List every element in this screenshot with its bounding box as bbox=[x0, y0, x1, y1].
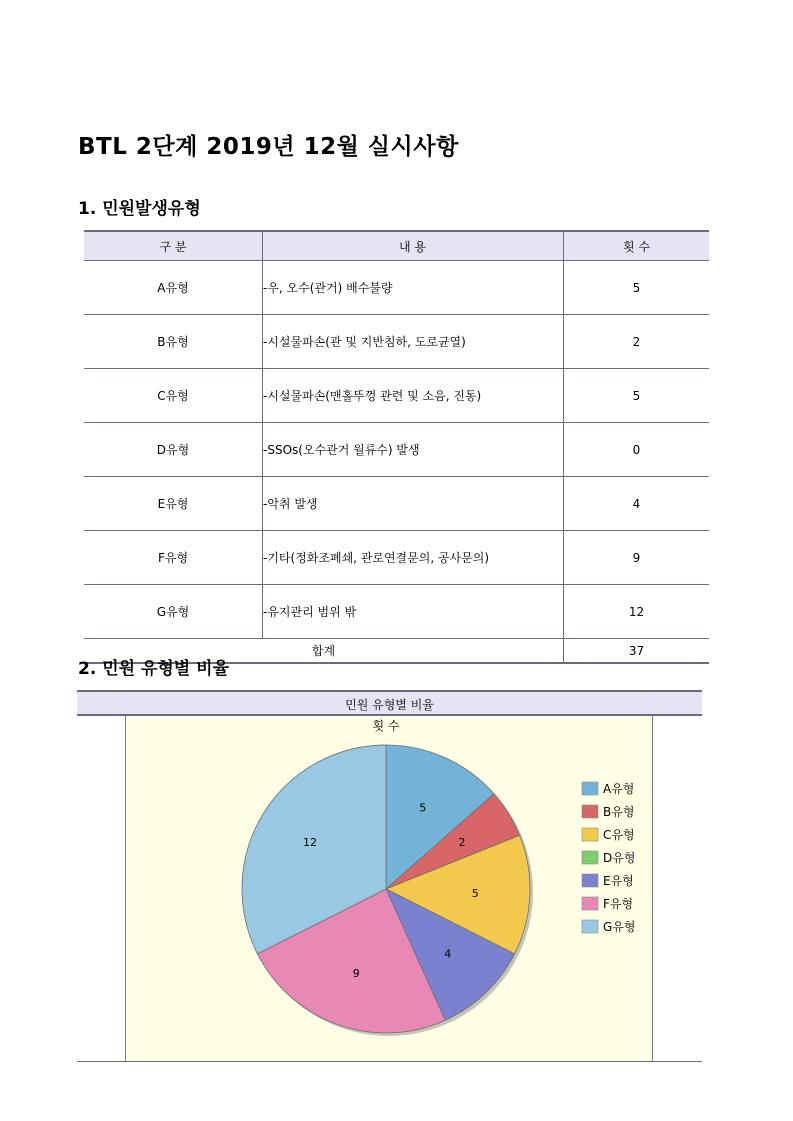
document-title: BTL 2단계 2019년 12월 실시사항 bbox=[78, 134, 459, 160]
row-type: C유형 bbox=[84, 369, 263, 423]
row-content: -시설물파손(관 및 지반침하, 도로균열) bbox=[263, 315, 564, 369]
chart-title: 횟 수 bbox=[372, 719, 400, 733]
pie-data-label: 5 bbox=[471, 886, 479, 900]
row-count: 0 bbox=[564, 423, 710, 477]
header-content: 내 용 bbox=[263, 231, 564, 261]
table-row bbox=[84, 585, 709, 639]
table-row bbox=[84, 369, 709, 423]
row-count: 9 bbox=[564, 531, 710, 585]
pie-data-label: 12 bbox=[302, 836, 317, 850]
row-content: -우, 오수(관거) 배수불량 bbox=[263, 261, 564, 315]
legend-swatch bbox=[582, 782, 598, 795]
table-header-row bbox=[84, 231, 709, 261]
section-1-title: 1. 민원발생유형 bbox=[78, 199, 201, 219]
chart-plot-area bbox=[125, 716, 653, 1062]
legend-label: C유형 bbox=[603, 828, 635, 842]
chart-bottom-rule bbox=[77, 1061, 702, 1062]
pie-data-label: 9 bbox=[352, 967, 360, 981]
row-content: -악취 발생 bbox=[263, 477, 564, 531]
row-content: -SSOs(오수관거 월류수) 발생 bbox=[263, 423, 564, 477]
legend-label: F유형 bbox=[603, 897, 634, 911]
row-content: -기타(정화조폐쇄, 관로연결문의, 공사문의) bbox=[263, 531, 564, 585]
row-type: F유형 bbox=[84, 531, 263, 585]
legend-swatch bbox=[582, 805, 598, 818]
row-count: 12 bbox=[564, 585, 710, 639]
row-type: E유형 bbox=[84, 477, 263, 531]
legend-swatch bbox=[582, 920, 598, 933]
row-content: -유지관리 범위 밖 bbox=[263, 585, 564, 639]
legend-swatch bbox=[582, 874, 598, 887]
total-label: 합계 bbox=[84, 639, 564, 664]
complaint-type-table bbox=[84, 230, 709, 664]
legend-label: B유형 bbox=[603, 805, 635, 819]
row-type: G유형 bbox=[84, 585, 263, 639]
section-2-title: 2. 민원 유형별 비율 bbox=[78, 659, 229, 679]
row-content: -시설물파손(맨홀뚜껑 관련 및 소음, 진동) bbox=[263, 369, 564, 423]
row-type: A유형 bbox=[84, 261, 263, 315]
table-row bbox=[84, 531, 709, 585]
header-category: 구 분 bbox=[84, 231, 263, 261]
table-row bbox=[84, 315, 709, 369]
table-row bbox=[84, 261, 709, 315]
row-count: 2 bbox=[564, 315, 710, 369]
chart-header: 민원 유형별 비율 bbox=[77, 690, 702, 716]
legend-label: D유형 bbox=[603, 851, 636, 865]
chart-container bbox=[77, 690, 702, 1063]
header-count: 횟 수 bbox=[564, 231, 710, 261]
row-count: 5 bbox=[564, 369, 710, 423]
pie-data-label: 4 bbox=[444, 947, 452, 961]
table-row bbox=[84, 477, 709, 531]
legend-label: G유형 bbox=[603, 920, 636, 934]
pie-chart bbox=[126, 716, 652, 1062]
row-type: D유형 bbox=[84, 423, 263, 477]
table-row bbox=[84, 423, 709, 477]
legend-label: A유형 bbox=[603, 782, 635, 796]
total-value: 37 bbox=[564, 639, 710, 664]
row-count: 5 bbox=[564, 261, 710, 315]
row-type: B유형 bbox=[84, 315, 263, 369]
legend-swatch bbox=[582, 851, 598, 864]
pie-data-label: 5 bbox=[419, 801, 427, 815]
legend-swatch bbox=[582, 828, 598, 841]
legend-swatch bbox=[582, 897, 598, 910]
pie-data-label: 2 bbox=[458, 836, 466, 850]
legend-label: E유형 bbox=[603, 874, 634, 888]
row-count: 4 bbox=[564, 477, 710, 531]
